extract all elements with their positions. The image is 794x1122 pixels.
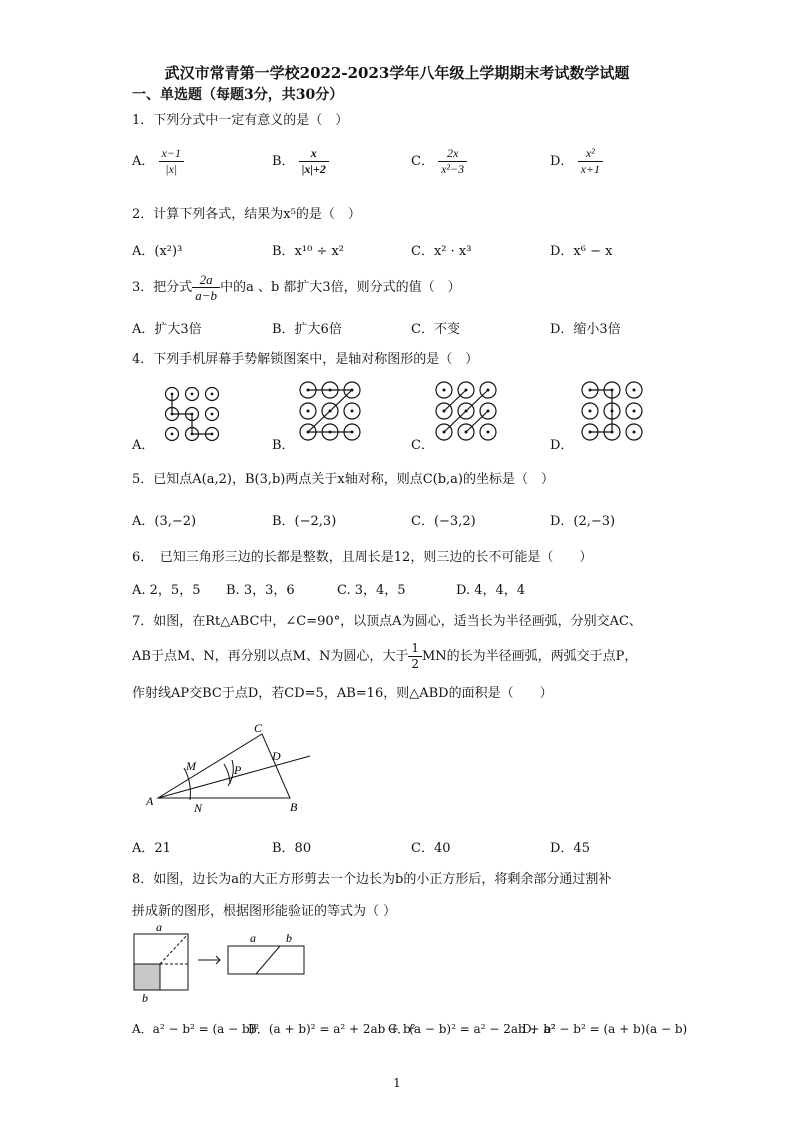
- q4-stem: 4．下列手机屏幕手势解锁图案中，是轴对称图形的是（ ）: [132, 352, 479, 367]
- q3-option-a: A．扩大3倍: [132, 322, 202, 337]
- q3-option-d: D．缩小3倍: [550, 322, 621, 337]
- unlock-pattern-c: [432, 378, 502, 444]
- q2-option-a: A．(x²)³: [132, 244, 183, 259]
- q1-option-c: C． $\frac{2x}{\text{x²−3}}$: [411, 146, 467, 177]
- q7-option-b: B．80: [272, 841, 312, 856]
- q8-label-a1: a: [156, 920, 162, 934]
- q3-option-c: C．不变: [411, 322, 460, 337]
- q6-option-d: D. 4，4，4: [456, 583, 526, 598]
- q2-stem: 2．计算下列各式，结果为x⁵的是（ ）: [132, 207, 361, 222]
- q7-option-d: D．45: [550, 841, 590, 856]
- q8-line2: 拼成新的图形，根据图形能验证的等式为（ ）: [132, 904, 397, 919]
- q7-line2: AB于点M、N，再分别以点M、N为圆心，大于 $\frac{1}{2}$ MN的长为半径画弧，两弧交于点P，: [132, 641, 638, 671]
- q8-option-a: A．a² − b² = (a − b)²: [132, 1022, 260, 1036]
- q7-label-a: A: [146, 794, 154, 808]
- q8-label-a2: a: [250, 931, 256, 945]
- q3-option-b: B．扩大6倍: [272, 322, 342, 337]
- unlock-pattern-b: [296, 378, 366, 444]
- q7-label-p: P: [234, 763, 242, 777]
- q6-option-b: B. 3，3，6: [226, 583, 295, 598]
- q5-option-c: C．(−3,2): [411, 514, 476, 529]
- q5-option-d: D．(2,−3): [550, 514, 616, 529]
- q7-label-c: C: [254, 721, 263, 735]
- q1-option-b: B． $\frac{x}{|x|+2}$: [272, 146, 329, 177]
- q4-option-d: D．: [550, 438, 574, 453]
- q1-option-a: A． $\frac{x-1}{|x|}$: [132, 146, 184, 177]
- q8-option-c: C．(a − b)² = a² − 2ab + b²: [388, 1022, 556, 1036]
- q4-option-c: C．: [411, 438, 434, 453]
- q6-option-c: C. 3，4，5: [337, 583, 406, 598]
- q6-stem: 6． 已知三角形三边的长都是整数，且周长是12，则三边的长不可能是（ ）: [132, 550, 593, 565]
- q7-triangle-figure: [140, 720, 320, 815]
- q7-option-c: C．40: [411, 841, 451, 856]
- q1-stem: 1．下列分式中一定有意义的是（ ）: [132, 113, 349, 128]
- section-heading: 一、单选题（每题3分，共30分）: [132, 87, 344, 103]
- page-title: 武汉市常青第一学校2022-2023学年八年级上学期期末考试数学试题: [164, 64, 630, 82]
- q4-option-b: B．: [272, 438, 295, 453]
- q8-label-b2: b: [286, 931, 292, 945]
- q7-label-n: N: [194, 801, 203, 815]
- q7-label-b: B: [290, 800, 298, 814]
- q4-option-a: A．: [132, 438, 155, 453]
- q7-line1: 7．如图，在Rt△ABC中，∠C=90°，以顶点A为圆心，适当长为半径画弧，分别交AC、: [132, 614, 642, 629]
- q8-line1: 8．如图，边长为a的大正方形剪去一个边长为b的小正方形后，将剩余部分通过割补: [132, 872, 612, 887]
- q8-square-figure: [130, 922, 320, 1004]
- q8-option-d: D．a² − b² = (a + b)(a − b): [522, 1022, 688, 1036]
- q7-line3: 作射线AP交BC于点D，若CD=5，AB=16，则△ABD的面积是（ ）: [132, 686, 553, 701]
- q2-option-d: D．x⁶ − x: [550, 244, 613, 259]
- page-number: 1: [393, 1076, 401, 1090]
- q5-stem: 5．已知点A(a,2)，B(3,b)两点关于x轴对称，则点C(b,a)的坐标是（ ）: [132, 472, 555, 487]
- q7-option-a: A．21: [132, 841, 171, 856]
- q1-option-d: D． $\frac{\text{x²}}{x+1}$: [550, 146, 603, 177]
- q5-option-b: B．(−2,3): [272, 514, 337, 529]
- unlock-pattern-d: [578, 378, 648, 444]
- q2-option-c: C．x² · x³: [411, 244, 472, 259]
- q5-option-a: A．(3,−2): [132, 514, 197, 529]
- q2-option-b: B．x¹⁰ ÷ x²: [272, 244, 345, 259]
- q8-label-b1: b: [142, 991, 148, 1005]
- q3-stem: 3．把分式 $\frac{2a}{a-b}$ 中的a 、b 都扩大3倍，则分式的值（ ）: [132, 272, 461, 303]
- q6-option-a: A. 2，5，5: [132, 583, 201, 598]
- unlock-pattern-a: [160, 384, 230, 444]
- q8-option-b: B．(a + b)² = a² + 2ab + b²: [248, 1022, 416, 1036]
- q7-label-d: D: [272, 749, 281, 763]
- q7-label-m: M: [186, 759, 196, 773]
